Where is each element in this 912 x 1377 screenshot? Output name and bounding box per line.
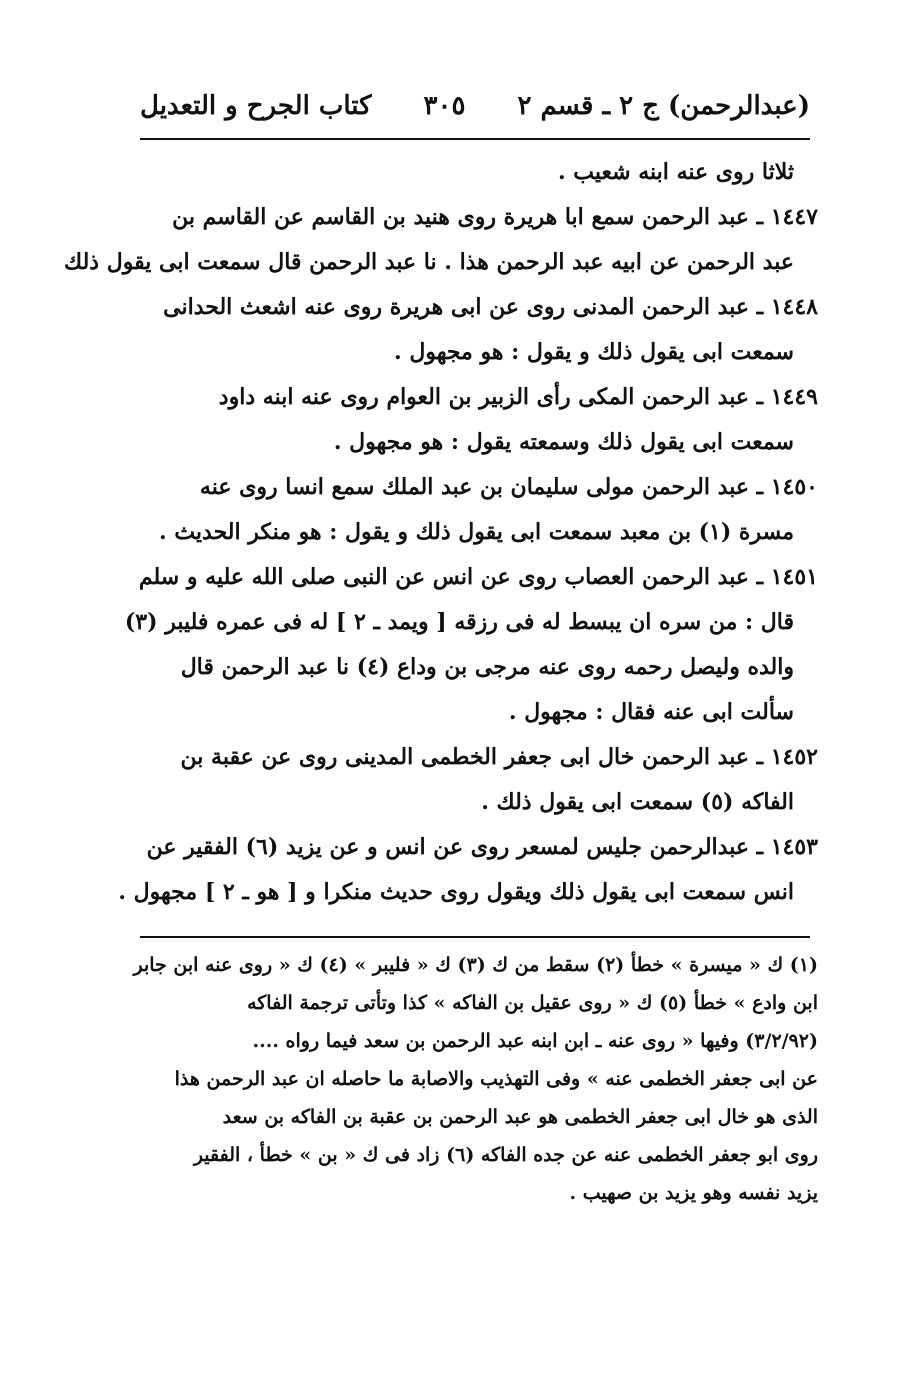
entry-1453-line: ١٤٥٣ ـ عبدالرحمن جليس لمسعر روى عن انس و عن يزيد (٦) الفقير عن: [146, 834, 818, 860]
page-number: ٣٠٥: [423, 91, 466, 121]
footnote-line: عن ابى جعفر الخطمى عنه » وفى التهذيب والاصابة ما حاصله ان عبد الرحمن هذا: [174, 1068, 818, 1090]
main-text: [64, 150, 818, 915]
text-line: سألت ابى عنه فقال : مجهول .: [508, 699, 794, 725]
text-line: الفاكه (٥) سمعت ابى يقول ذلك .: [481, 789, 794, 815]
text-line: انس سمعت ابى يقول ذلك ويقول روى حديث منكرا و [ هو ـ ٢ ] مجهول .: [118, 879, 794, 905]
footnote-divider: [140, 936, 810, 938]
entry-1448-line: ١٤٤٨ ـ عبد الرحمن المدنى روى عن ابى هريرة روى عنه اشعث الحدانى: [163, 294, 818, 320]
text-line: سمعت ابى يقول ذلك و يقول : هو مجهول .: [394, 339, 794, 365]
book-title: كتاب الجرح و التعديل: [140, 91, 372, 121]
entry-1451-line: ١٤٥١ ـ عبد الرحمن العصاب روى عن انس عن النبى صلى الله عليه و سلم: [138, 564, 818, 590]
text-line: ثلاثا روى عنه ابنه شعيب .: [557, 159, 794, 185]
entry-1447-line: ١٤٤٧ ـ عبد الرحمن سمع ابا هريرة روى هنيد بن القاسم عن القاسم بن: [172, 204, 818, 230]
footnote-line: (٣/٢/٩٢) وفيها « روى عنه ـ ابن ابنه عبد الرحمن بن سعد فيما رواه ....: [252, 1030, 818, 1052]
footnote-line: روى ابو جعفر الخطمى عنه عن جده الفاكه (٦) زاد فى ك « بن » خطأ ، الفقير: [193, 1144, 818, 1166]
footnote-line: يزيد نفسه وهو يزيد بن صهيب .: [569, 1182, 818, 1204]
text-line: والده وليصل رحمه روى عنه مرجى بن وداع (٤) نا عبد الرحمن قال: [180, 654, 794, 680]
footnote-line: ابن وادع » خطأ (٥) ك « روى عقيل بن الفاكه » كذا وتأتى ترجمة الفاكه: [247, 992, 818, 1014]
entry-1449-line: ١٤٤٩ ـ عبد الرحمن المكى رأى الزبير بن العوام روى عنه ابنه داود: [218, 384, 818, 410]
footnote-line: الذى هو خال ابى جعفر الخطمى هو عبد الرحمن بن عقبة بن الفاكه بن سعد: [222, 1106, 818, 1128]
header-divider: [140, 138, 810, 140]
section-label: (عبدالرحمن) ج ٢ ـ قسم ٢: [517, 91, 810, 121]
text-line: سمعت ابى يقول ذلك وسمعته يقول : هو مجهول .: [333, 429, 794, 455]
entry-1452-line: ١٤٥٢ ـ عبد الرحمن خال ابى جعفر الخطمى المدينى روى عن عقبة بن: [180, 744, 818, 770]
footnote-line: (١) ك « ميسرة » خطأ (٢) سقط من ك (٣) ك « فليبر » (٤) ك « روى عنه ابن جابر: [133, 954, 818, 976]
entry-1450-line: ١٤٥٠ ـ عبد الرحمن مولى سليمان بن عبد الملك سمع انسا روى عنه: [199, 474, 818, 500]
footnotes: [133, 946, 818, 1212]
text-line: قال : من سره ان يبسط له فى رزقه [ ويمد ـ ٢ ] له فى عمره فليبر (٣): [124, 609, 794, 635]
page-header: [140, 76, 810, 136]
text-line: عبد الرحمن عن ابيه عبد الرحمن هذا . نا عبد الرحمن قال سمعت ابى يقول ذلك: [64, 249, 794, 275]
text-line: مسرة (١) بن معبد سمعت ابى يقول ذلك و يقول : هو منكر الحديث .: [159, 519, 794, 545]
